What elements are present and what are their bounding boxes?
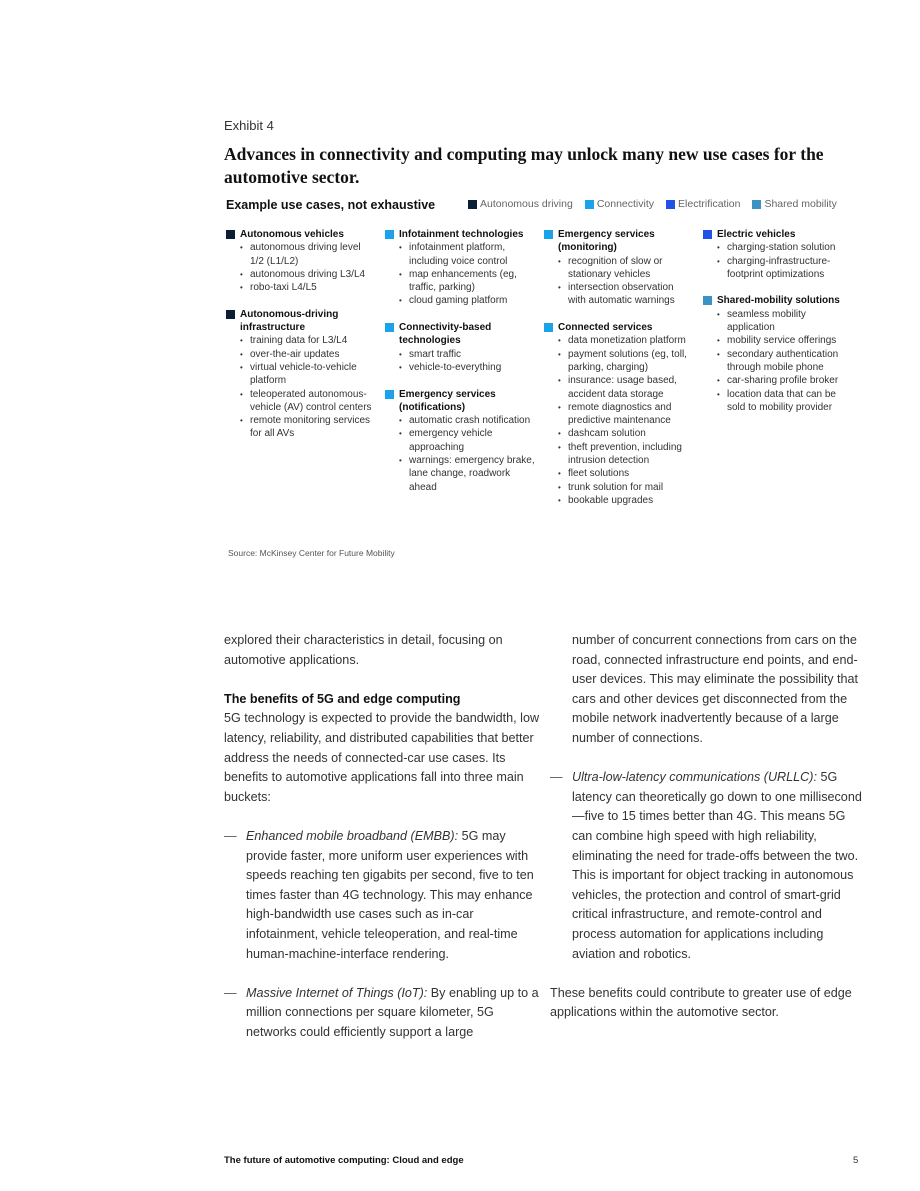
swatch-connectivity xyxy=(544,323,553,332)
list-item: • emergency vehicle approaching xyxy=(399,427,535,454)
list-item: • dashcam solution xyxy=(558,427,694,440)
swatch-connectivity xyxy=(544,230,553,239)
list-item: • car-sharing profile broker xyxy=(717,374,853,387)
legend-item-electrification xyxy=(666,198,740,210)
exhibit-label: Exhibit 4 xyxy=(224,118,274,133)
list-item: • autonomous driving level 1/2 (L1/L2) xyxy=(240,241,376,268)
benefit-term: Massive Internet of Things (IoT): xyxy=(246,985,428,1000)
list-item: • theft prevention, including intrusion detection xyxy=(558,441,694,468)
group-title: Autonomous vehicles xyxy=(240,229,344,240)
list-item: • warnings: emergency brake, lane change, roadwork ahead xyxy=(399,454,535,494)
body-column-left xyxy=(224,631,542,1042)
exhibit-title: Advances in connectivity and computing may unlock many new use cases for the automotive sector. xyxy=(224,144,824,187)
list-item: • recognition of slow or stationary vehicles xyxy=(558,255,694,282)
swatch-connectivity xyxy=(385,390,394,399)
legend-label: Shared mobility xyxy=(764,198,837,210)
conclusion-paragraph: These benefits could contribute to greater use of edge applications within the automotive sector. xyxy=(550,985,852,1020)
swatch-autonomous xyxy=(468,200,477,209)
list-item: • teleoperated autonomous-vehicle (AV) control centers xyxy=(240,388,376,415)
group-title: Shared-mobility solutions xyxy=(717,295,840,307)
list-item: • data monetization platform xyxy=(558,334,694,347)
list-item: • virtual vehicle-to-vehicle platform xyxy=(240,361,376,388)
benefit-term: Enhanced mobile broadband (EMBB): xyxy=(246,828,459,843)
legend-item-connectivity xyxy=(585,198,654,210)
group-title: Emergency services (monitoring) xyxy=(558,229,655,254)
swatch-autonomous xyxy=(226,230,235,239)
list-item: • cloud gaming platform xyxy=(399,294,535,307)
group-title: Infotainment technologies xyxy=(399,229,524,240)
list-item: • trunk solution for mail xyxy=(558,481,694,494)
swatch-electrification xyxy=(666,200,675,209)
list-item: • training data for L3/L4 xyxy=(240,334,376,347)
dash-marker: — xyxy=(224,828,237,843)
group-emergency-notifications xyxy=(385,388,535,494)
list-item: • insurance: usage based, accident data storage xyxy=(558,374,694,401)
list-item: • robo-taxi L4/L5 xyxy=(240,281,376,294)
list-item: • automatic crash notification xyxy=(399,414,535,427)
use-case-column-3 xyxy=(544,228,694,521)
exhibit-subtitle: Example use cases, not exhaustive xyxy=(226,198,436,212)
list-item: • mobility service offerings xyxy=(717,334,853,347)
list-item: • remote monitoring services for all AVs xyxy=(240,414,376,441)
swatch-connectivity xyxy=(385,323,394,332)
section-heading: The benefits of 5G and edge computing xyxy=(224,691,461,706)
group-autonomous-infrastructure xyxy=(226,308,376,441)
benefit-text: By enabling up to a million connections per square kilometer, 5G networks could efficiently support a large xyxy=(246,985,539,1039)
intro-paragraph: explored their characteristics in detail, focusing on automotive applications. xyxy=(224,633,503,667)
swatch-shared xyxy=(703,296,712,305)
list-item: • autonomous driving L3/L4 xyxy=(240,268,376,281)
legend-item-autonomous xyxy=(468,198,573,210)
benefit-embb xyxy=(224,827,542,964)
list-item: • vehicle-to-everything xyxy=(399,361,535,374)
legend-label: Autonomous driving xyxy=(480,198,573,210)
body-column-right xyxy=(550,631,862,1023)
list-item: • map enhancements (eg, traffic, parking) xyxy=(399,268,535,295)
list-item: • infotainment platform, including voice control xyxy=(399,241,535,268)
list-item: • location data that can be sold to mobility provider xyxy=(717,388,853,415)
iot-continuation: number of concurrent connections from cars on the road, connected infrastructure end points, and end-user devices. This may eliminate the possibility that cars and other devices get disconnected from the mobile network inadvertently because of a large number of connections. xyxy=(572,633,859,745)
group-connected-services xyxy=(544,321,694,507)
list-item: • over-the-air updates xyxy=(240,348,376,361)
swatch-electrification xyxy=(703,230,712,239)
list-item: • seamless mobility application xyxy=(717,308,853,335)
benefit-urllc xyxy=(550,768,862,964)
group-connectivity-based xyxy=(385,321,535,374)
swatch-autonomous xyxy=(226,310,235,319)
swatch-connectivity xyxy=(585,200,594,209)
list-item: • smart traffic xyxy=(399,348,535,361)
group-emergency-monitoring xyxy=(544,228,694,308)
use-case-column-4 xyxy=(703,228,853,427)
list-item: • remote diagnostics and predictive maintenance xyxy=(558,401,694,428)
list-item: • fleet solutions xyxy=(558,467,694,480)
benefit-term: Ultra-low-latency communications (URLLC): xyxy=(572,770,817,785)
benefit-iot xyxy=(224,984,542,1043)
legend-label: Electrification xyxy=(678,198,741,210)
list-item: • charging-station solution xyxy=(717,241,853,254)
use-case-column-2 xyxy=(385,228,535,507)
list-item: • charging-infrastructure-footprint optimizations xyxy=(717,255,853,282)
swatch-connectivity xyxy=(385,230,394,239)
group-title: Emergency services (notifications) xyxy=(399,388,496,413)
group-electric-vehicles xyxy=(703,228,853,281)
dash-marker: — xyxy=(224,985,237,1000)
page-number: 5 xyxy=(853,1155,859,1166)
benefit-text: 5G may provide faster, more uniform user experiences with speeds reaching ten gigabits per second, five to ten times faster than 4G technology. This may enhance high-bandwidth use cases such as in-car infotainment, vehicle teleoperation, and real-time human-machine-interface rendering. xyxy=(246,828,534,961)
group-title: Autonomous-driving infrastructure xyxy=(240,308,339,334)
use-case-column-1 xyxy=(226,228,376,454)
group-infotainment xyxy=(385,228,535,308)
benefit-text: 5G latency can theoretically go down to one millisecond—five to 15 times better than 4G. This means 5G can combine high speed with high reliability, eliminating the need for trade-offs between the two. This is important for object tracking in autonomous vehicles, the protection and control of smart-grid critical infrastructure, and remote-control and process automation for applications including aviation and robotics. xyxy=(572,770,862,961)
group-title: Connectivity-based technologies xyxy=(399,322,492,347)
exhibit-source: Source: McKinsey Center for Future Mobility xyxy=(228,548,395,558)
list-item: • secondary authentication through mobile phone xyxy=(717,348,853,375)
group-shared-mobility xyxy=(703,294,853,414)
body-paragraph: 5G technology is expected to provide the bandwidth, low latency, reliability, and distributed capabilities that better address the needs of connected-car use cases. Its benefits to automotive applications fall into three main buckets: xyxy=(224,711,540,804)
swatch-shared xyxy=(752,200,761,209)
dash-marker: — xyxy=(550,770,563,785)
group-title: Electric vehicles xyxy=(717,229,796,240)
legend-item-shared xyxy=(752,198,836,210)
footer-title: The future of automotive computing: Cloud and edge xyxy=(224,1155,464,1166)
group-autonomous-vehicles xyxy=(226,228,376,294)
list-item: • bookable upgrades xyxy=(558,494,694,507)
group-title: Connected services xyxy=(558,322,653,334)
list-item: • payment solutions (eg, toll, parking, charging) xyxy=(558,348,694,375)
list-item: • intersection observation with automatic warnings xyxy=(558,281,694,308)
legend-label: Connectivity xyxy=(596,198,655,210)
legend xyxy=(468,198,837,210)
